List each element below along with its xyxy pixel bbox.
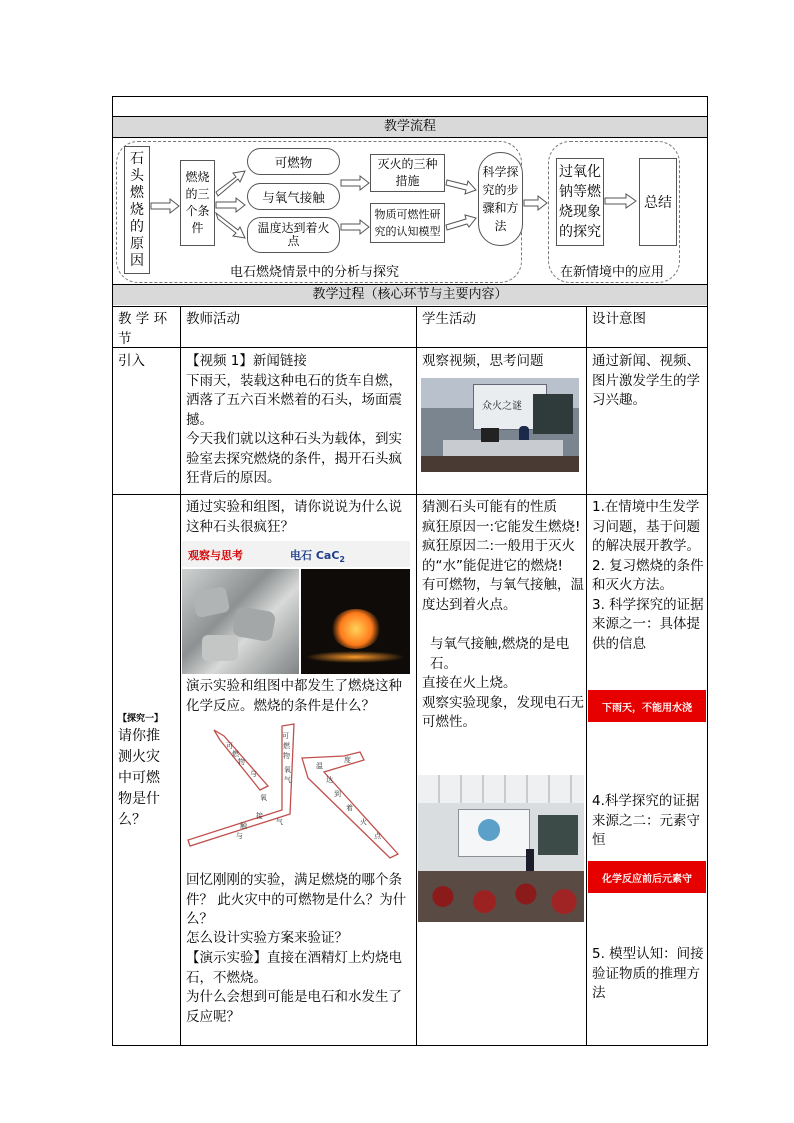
banner-no-water: 下雨天，不能用水浇 <box>588 690 706 722</box>
spacer <box>422 615 584 635</box>
divider <box>586 306 587 1046</box>
calcium-carbide-figure <box>182 541 410 674</box>
flow-caption-left: 电石燃烧情景中的分析与探究 <box>230 265 400 280</box>
row2-intent2: 2. 复习燃烧的条件和灭火方法。 <box>592 557 704 593</box>
ceiling <box>418 775 584 803</box>
row2-intent5: 5. 模型认知：间接验证物质的推理方法 <box>592 946 704 1001</box>
row1-intent: 通过新闻、视频、图片激发学生的学习兴趣。 <box>592 353 700 408</box>
divider <box>112 306 708 307</box>
huo-word: 燃 <box>283 742 290 750</box>
arrow-icon <box>341 220 369 234</box>
arrow-icon <box>341 176 369 190</box>
row1-stage: 引入 <box>118 353 145 369</box>
row2-intent1: 1.在情境中生发学习问题，基于问题的解决展开教学。 <box>592 499 700 554</box>
huo-word: 氧 <box>260 794 267 802</box>
flow-fire-measures: 灭火的三种措施 <box>370 154 445 192</box>
row1-teacher-p1: 下雨天，装载这种电石的货车自燃，洒落了五六百米燃着的石头，场面震撼。 <box>186 372 402 428</box>
row2-student-p6: 观察实验现象，发现电石无可燃性。 <box>422 694 584 730</box>
fire-glow <box>331 609 381 649</box>
row1-teacher <box>186 352 412 489</box>
row2-teacher-p5-text: 直接在酒精灯上灼烧电石，不燃烧。 <box>186 950 402 986</box>
huo-word: 温 <box>316 762 323 770</box>
flow-three-conditions: 燃烧的三个条件 <box>180 160 215 246</box>
arrow-icon <box>524 196 547 210</box>
huo-word: 与 <box>236 832 243 840</box>
teacher-figure <box>526 849 534 871</box>
rock <box>192 586 231 619</box>
arrow-icon <box>151 199 179 213</box>
arrow-icon <box>216 198 245 212</box>
row2-teacher-tag2: 【演示实验】 <box>186 950 267 966</box>
row2-teacher-p1: 通过实验和组图，请你说说为什么说这种石头很疯狂？ <box>186 499 402 535</box>
rock <box>202 635 238 661</box>
flow-cognitive-model: 物质可燃性研究的认知模型 <box>370 203 445 243</box>
huo-word: 触 <box>240 822 247 830</box>
row2-student-p3: 有可燃物，与氧气接触，温度达到着火点。 <box>422 577 584 613</box>
huo-word: 到 <box>334 790 341 798</box>
classroom-photo-2 <box>418 775 584 922</box>
process-title: 教学过程（核心环节与主要内容） <box>312 287 508 302</box>
header-student: 学生活动 <box>422 311 476 327</box>
carbide-rocks-photo <box>182 569 299 674</box>
row2-teacher-p3: 回忆刚刚的实验，满足燃烧的哪个条件？ 此火灾中的可燃物是什么？为什么？ <box>186 872 407 927</box>
flow-caption-right: 在新情境中的应用 <box>560 265 665 280</box>
row2-student <box>422 498 584 733</box>
huo-word: 燃 <box>232 750 239 758</box>
row2-teacher-p5 <box>186 949 412 988</box>
flow-cond-combustible: 可燃物 <box>247 148 340 175</box>
huo-word: 物 <box>283 752 290 760</box>
row1-student: 观察视频，思考问题 <box>422 353 544 369</box>
huo-word: 气 <box>276 818 283 826</box>
header-teacher: 教师活动 <box>186 311 240 327</box>
row2-intent3: 3. 科学探究的证据来源之一：具体提供的信息 <box>592 596 704 652</box>
huo-word: 达 <box>326 776 333 784</box>
huo-word: 可 <box>282 732 289 740</box>
row2-student-p2: 疯狂原因一:它能发生燃烧!疯狂原因二:一般用于灭火的“水”能促进它的燃烧! <box>422 518 581 574</box>
blackboard <box>533 394 573 434</box>
arrow-icon <box>216 171 245 196</box>
row2-stage-tag: 【探究一】 <box>118 714 164 724</box>
flow-cond-ignition: 温度达到着火点 <box>247 217 340 253</box>
row2-teacher-p2: 演示实验和组图中都发生了燃烧这种化学反应。燃烧的条件是什么？ <box>186 678 402 714</box>
figure-label-right <box>290 547 345 564</box>
screen-image <box>478 819 500 841</box>
figure-label-formula: 电石 CaC <box>290 549 340 562</box>
header-stage: 教 学 环 节 <box>118 311 168 347</box>
huo-word: 与 <box>250 770 257 778</box>
row2-intent-top <box>592 498 704 654</box>
divider <box>112 347 708 348</box>
row2-student-p4: 与氧气接触,燃烧的是电石。 <box>430 636 570 672</box>
huo-word: 气 <box>284 776 291 784</box>
photo-screen-text: 众火之谜 <box>482 401 522 412</box>
row1-teacher-tag-rest: 新闻链接 <box>252 353 307 369</box>
student-row <box>421 456 579 472</box>
flow-arrows <box>0 0 794 300</box>
classroom-photo-1 <box>421 378 579 472</box>
huo-word: 火 <box>360 818 367 826</box>
row2-stage-text: 请你推测火灾中可燃物是什么？ <box>118 728 160 828</box>
divider <box>416 306 417 1046</box>
row2-stage <box>118 712 178 831</box>
huo-word: 接 <box>256 812 263 820</box>
row2-student-p5: 直接在火上烧。 <box>422 675 517 691</box>
arrow-icon <box>216 213 245 238</box>
figure-label-sub: 2 <box>339 555 345 565</box>
flow-sci-steps: 科学探究的步骤和方法 <box>478 152 523 246</box>
row2-teacher-p6: 为什么会想到可能是电石和水发生了反应呢？ <box>186 989 402 1025</box>
header-intent: 设计意图 <box>592 311 646 327</box>
monitor <box>481 428 499 442</box>
blackboard <box>538 815 578 855</box>
truck-fire-photo <box>301 569 410 674</box>
huo-word: 度 <box>344 756 351 764</box>
figure-label-left: 观察与思考 <box>188 549 243 562</box>
lab-bench <box>443 440 563 456</box>
huo-word: 氧 <box>284 766 291 774</box>
rock <box>232 606 277 642</box>
huo-word: 可 <box>226 742 233 750</box>
flow-summary: 总结 <box>639 158 677 246</box>
flow-stone-reason: 石头燃烧的原因 <box>124 146 150 274</box>
divider <box>180 306 181 1046</box>
row2-teacher-p4: 怎么设计实验方案来验证？ <box>186 930 348 946</box>
huo-word: 着 <box>346 804 353 812</box>
huo-character-diagram <box>184 718 410 868</box>
ground-flames <box>305 651 405 663</box>
flow-peroxide: 过氧化钠等燃烧现象的探究 <box>556 158 604 246</box>
arrow-icon <box>446 215 476 230</box>
huo-word: 点 <box>374 832 381 840</box>
banner-element-conservation: 化学反应前后元素守 <box>588 861 706 893</box>
students <box>418 871 584 922</box>
row1-teacher-p2: 今天我们就以这种石头为载体，到实验室去探究燃烧的条件，揭开石头疯狂背后的原因。 <box>186 431 402 486</box>
flow-title: 教学流程 <box>383 119 436 134</box>
row2-intent4: 4.科学探究的证据来源之二：元素守恒 <box>592 793 700 848</box>
arrow-icon <box>605 194 636 208</box>
row1-teacher-tag: 【视频 1】 <box>186 353 253 369</box>
divider <box>112 494 708 495</box>
row2-student-p1: 猜测石头可能有的性质 <box>422 499 557 515</box>
flow-cond-oxygen: 与氧气接触 <box>247 183 340 210</box>
arrow-icon <box>446 180 476 194</box>
huo-word: 物 <box>238 758 245 766</box>
